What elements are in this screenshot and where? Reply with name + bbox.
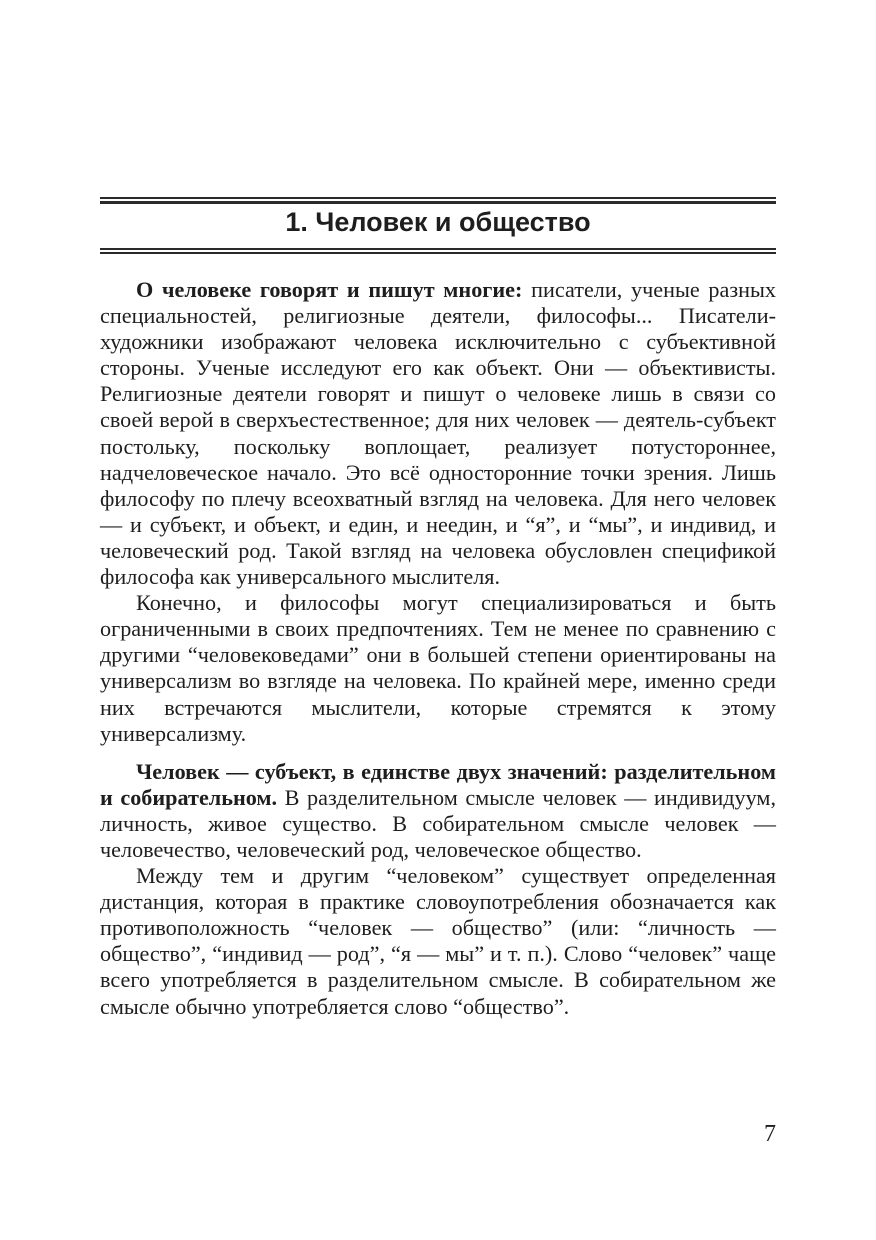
paragraph-1-lead: О человеке говорят и пишут многие: xyxy=(136,277,523,302)
chapter-body xyxy=(100,277,776,1020)
page-number: 7 xyxy=(764,1121,776,1147)
header-rule-bottom-upper xyxy=(100,248,776,250)
paragraph-4: Между тем и другим “человеком” существует определенная дистанция, которая в практике словоупотребления обозначается как противоположность “человек — общество” (или: “личность — общество”, “индивид — род”, “я — мы” и т. п.). Слово “человек” чаще всего употребляется в разделительном смысле. В собирательном же смысле обычно употребляется слово “общество”. xyxy=(100,863,776,1019)
paragraph-3 xyxy=(100,759,776,863)
chapter-title: 1. Человек и общество xyxy=(285,207,591,237)
paragraph-1-text: писатели, ученые разных специальностей, религиозные деятели, философы... Писатели-художники изображают человека исключительно с субъективной стороны. Ученые исследуют его как объект. Они — объективисты. Религиозные деятели говорят и пишут о человеке лишь в связи со своей верой в сверхъестественное; для них человек — деятель-субъект постольку, поскольку воплощает, реализует потустороннее, надчеловеческое начало. Это всё односторонние точки зрения. Лишь философу по плечу всеохватный взгляд на человека. Для него человек — и субъект, и объект, и един, и неедин, и “я”, и “мы”, и индивид, и человеческий род. Такой взгляд на человека обусловлен спецификой философа как универсального мыслителя. xyxy=(100,277,776,590)
paragraph-1 xyxy=(100,277,776,590)
header-rule-bottom-lower xyxy=(100,252,776,254)
paragraph-3-text: В разделительном смысле человек — индивидуум, личность, живое существо. В собирательном смысле человек — человечество, человеческий род, человеческое общество. xyxy=(100,784,776,862)
paragraph-3-lead: Человек — субъект, в единстве двух значений: разделительном и собирательном. xyxy=(100,758,776,810)
paragraph-2: Конечно, и философы могут специализироваться и быть ограниченными в своих предпочтениях. Тем не менее по сравнению с другими “человековедами” они в большей степени ориентированы на универсализм во взгляде на человека. По крайней мере, именно среди них встречаются мыслители, которые стремятся к этому универсализму. xyxy=(100,590,776,746)
book-page xyxy=(100,0,776,1240)
header-rule-top-thin xyxy=(100,197,776,199)
